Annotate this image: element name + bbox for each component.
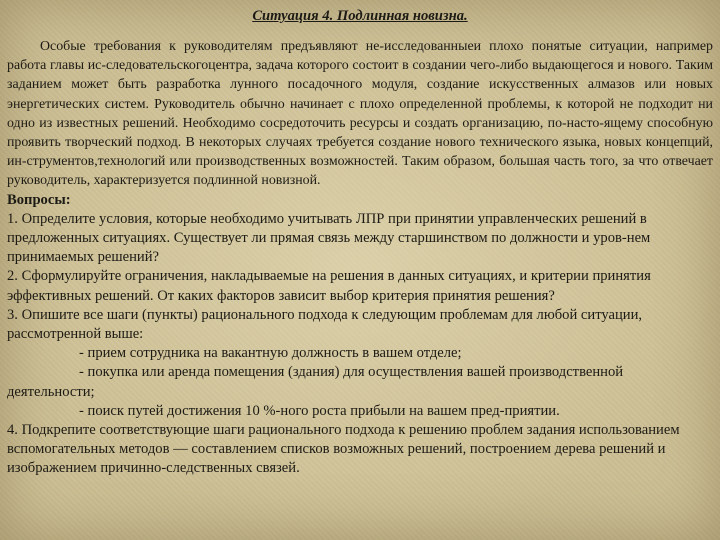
document-body [7, 7, 713, 479]
question-3-item-3: - поиск путей достижения 10 %-ного роста прибыли на вашем пред-приятии. [79, 402, 560, 419]
page-title: Ситуация 4. Подлинная новизна. [252, 8, 468, 24]
question-3-item-2 [7, 363, 713, 401]
question-4: 4. Подкрепите соответствующие шаги рационального подхода к решению проблем задания использованием вспомогательных методов — составлением списков возможных решений, построением дерева решений и изображением причинно-следственных связей. [7, 422, 680, 477]
question-3-item-2-text: - покупка или аренда помещения (здания) для осуществления вашей производственной деятельности; [7, 364, 624, 400]
situation-paragraph: Особые требования к руководителям предъявляют не-исследованныеи плохо понятые ситуации, например работа главы ис-следовательскогоцентра, задача которого состоит в создании чего-либо выдающегося и нового. Таким заданием может быть разработка лунного посадочного модуля, создание искусственных алмазов или новых энергетических систем. Руководитель обычно начинает с плохо определенной проблемы, к которой не подходит ни одно из известных решений. Необходимо сосредоточить ресурсы и создать организацию, по-насто-ящему способную проявить творческий подход. В некоторых случаях требуется создание нового технического языка, новых концепций, ин-струментов,технологий или производственных возможностей. Таким образом, большая часть того, за что отвечает руководитель, характеризуется подлинной новизной. [7, 39, 713, 189]
question-3: 3. Опишите все шаги (пункты) рационального подхода к следующим проблемам для любой ситуации, рассмотренной выше: [7, 306, 643, 343]
question-2: 2. Сформулируйте ограничения, накладываемые на решения в данных ситуациях, и критерии принятия эффективных решений. От каких факторов зависит выбор критерия принятия решения? [7, 268, 651, 304]
question-1: 1. Определите условия, которые необходимо учитывать ЛПР при принятии управленческих решений в предложенных ситуациях. Существует ли прямая связь между старшинством по должности и уров-нем принимаемых решений? [7, 210, 651, 266]
questions-heading: Вопросы: [7, 191, 71, 208]
question-3-item-1: - прием сотрудника на вакантную должность в вашем отделе; [79, 345, 462, 362]
